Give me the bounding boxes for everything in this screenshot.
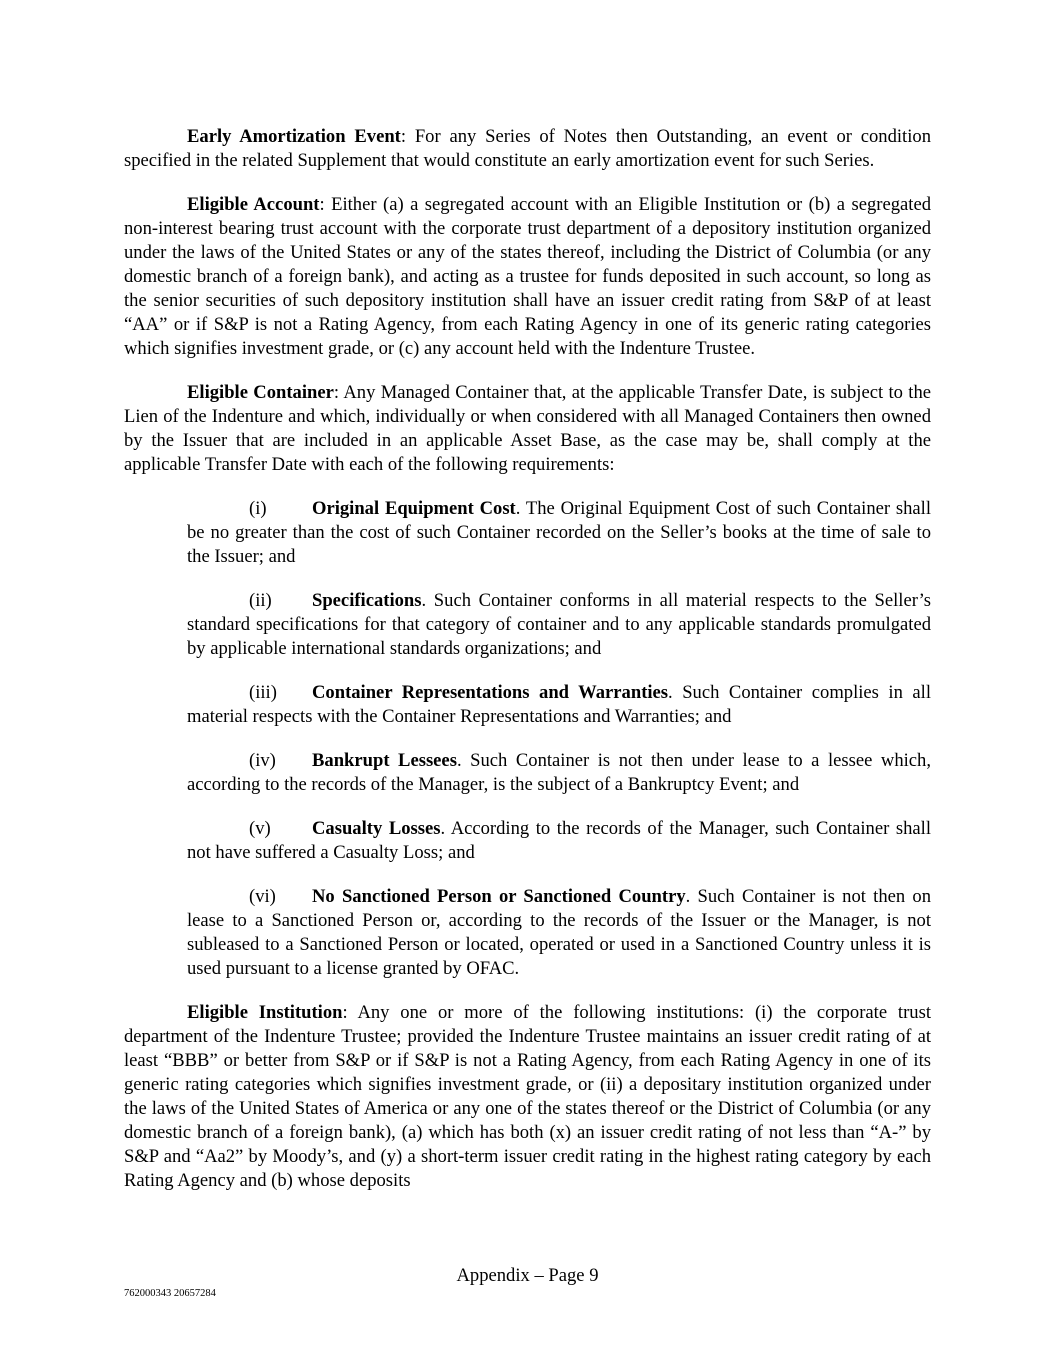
requirement-title: No Sanctioned Person or Sanctioned Country [312, 886, 686, 907]
requirement-item [187, 817, 931, 865]
definition-term: Eligible Institution [187, 1002, 343, 1023]
requirement-text: . Such Container is not then under lease to a lessee which, according to the records of the Manager, is the subject of a Bankruptcy Event; and [187, 750, 931, 795]
requirement-text: . According to the records of the Manager, such Container shall not have suffered a Casualty Loss; and [187, 818, 931, 863]
requirement-text: . Such Container complies in all material respects with the Container Representations and Warranties; and [187, 682, 931, 727]
document-body [124, 125, 931, 1213]
requirement-title: Casualty Losses [312, 818, 441, 839]
definition-term: Eligible Container [187, 382, 334, 403]
requirement-number: (iv) [249, 750, 276, 771]
requirement-number: (ii) [249, 590, 272, 611]
definition-eligible-account [124, 193, 931, 361]
requirement-title: Original Equipment Cost [312, 498, 516, 519]
requirement-title: Container Representations and Warranties [312, 682, 669, 703]
definition-term: Early Amortization Event [187, 126, 401, 147]
requirement-item [187, 885, 931, 981]
requirement-item [187, 749, 931, 797]
requirement-text: . The Original Equipment Cost of such Container shall be no greater than the cost of such Container recorded on the Seller’s books at the time of sale to the Issuer; and [187, 498, 932, 567]
page-footer-label: Appendix – Page 9 [456, 1265, 599, 1286]
requirement-number: (i) [249, 498, 267, 519]
definition-text: : Any one or more of the following institutions: (i) the corporate trust department of the Indenture Trustee; provided the Indenture Trustee maintains an issuer credit rating of at least “BBB” or better from S&P or if S&P is not a Rating Agency, from each Rating Agency in one of its generic rating categories which signifies investment grade, or (ii) a depositary institution organized under the laws of the United States of America or any one of the states thereof or the District of Columbia (or any domestic branch of a foreign bank), (a) which has both (x) an issuer credit rating of not less than “A-” by S&P and “Aa2” by Moody’s, and (y) a short-term issuer credit rating in the highest rating category by each Rating Agency and (b) whose deposits [124, 1002, 931, 1191]
definition-text: : Any Managed Container that, at the applicable Transfer Date, is subject to the Lien of the Indenture and which, individually or when considered with all Managed Containers then owned by the Issuer that are included in an applicable Asset Base, as the case may be, shall comply at the applicable Transfer Date with each of the following requirements: [124, 382, 932, 475]
definition-early-amortization-event [124, 125, 931, 173]
definition-term: Eligible Account [187, 194, 320, 215]
definition-eligible-institution [124, 1001, 931, 1193]
requirement-item [187, 497, 931, 569]
requirement-text: . Such Container conforms in all material respects to the Seller’s standard specifications for that category of container and to any applicable standards promulgated by applicable international standards organizations; and [187, 590, 931, 659]
requirement-number: (iii) [249, 682, 277, 703]
requirement-title: Specifications [312, 590, 422, 611]
definition-text: : Either (a) a segregated account with an Eligible Institution or (b) a segregated non-interest bearing trust account with the corporate trust department of a depository institution organized under the laws of the United States or any of the states thereof, including the District of Columbia (or any domestic branch of a foreign bank), and acting as a trustee for funds deposited in such account, so long as the senior securities of such depository institution shall have an issuer credit rating from S&P of at least “AA” or if S&P is not a Rating Agency, from each Rating Agency in one of its generic rating categories which signifies investment grade, or (c) any account held with the Indenture Trustee. [124, 194, 931, 359]
requirement-number: (vi) [249, 886, 276, 907]
definition-text: : For any Series of Notes then Outstanding, an event or condition specified in the related Supplement that would constitute an early amortization event for such Series. [124, 126, 931, 171]
requirement-item [187, 681, 931, 729]
requirement-item [187, 589, 931, 661]
requirement-text: . Such Container is not then on lease to a Sanctioned Person or, according to the records of the Issuer or the Manager, is not subleased to a Sanctioned Person or located, operated or used in a Sanctioned Country unless it is used pursuant to a license granted by OFAC. [187, 886, 931, 979]
requirement-title: Bankrupt Lessees [312, 750, 457, 771]
definition-eligible-container [124, 381, 931, 477]
document-id: 762000343 20657284 [124, 1288, 216, 1299]
requirement-number: (v) [249, 818, 271, 839]
